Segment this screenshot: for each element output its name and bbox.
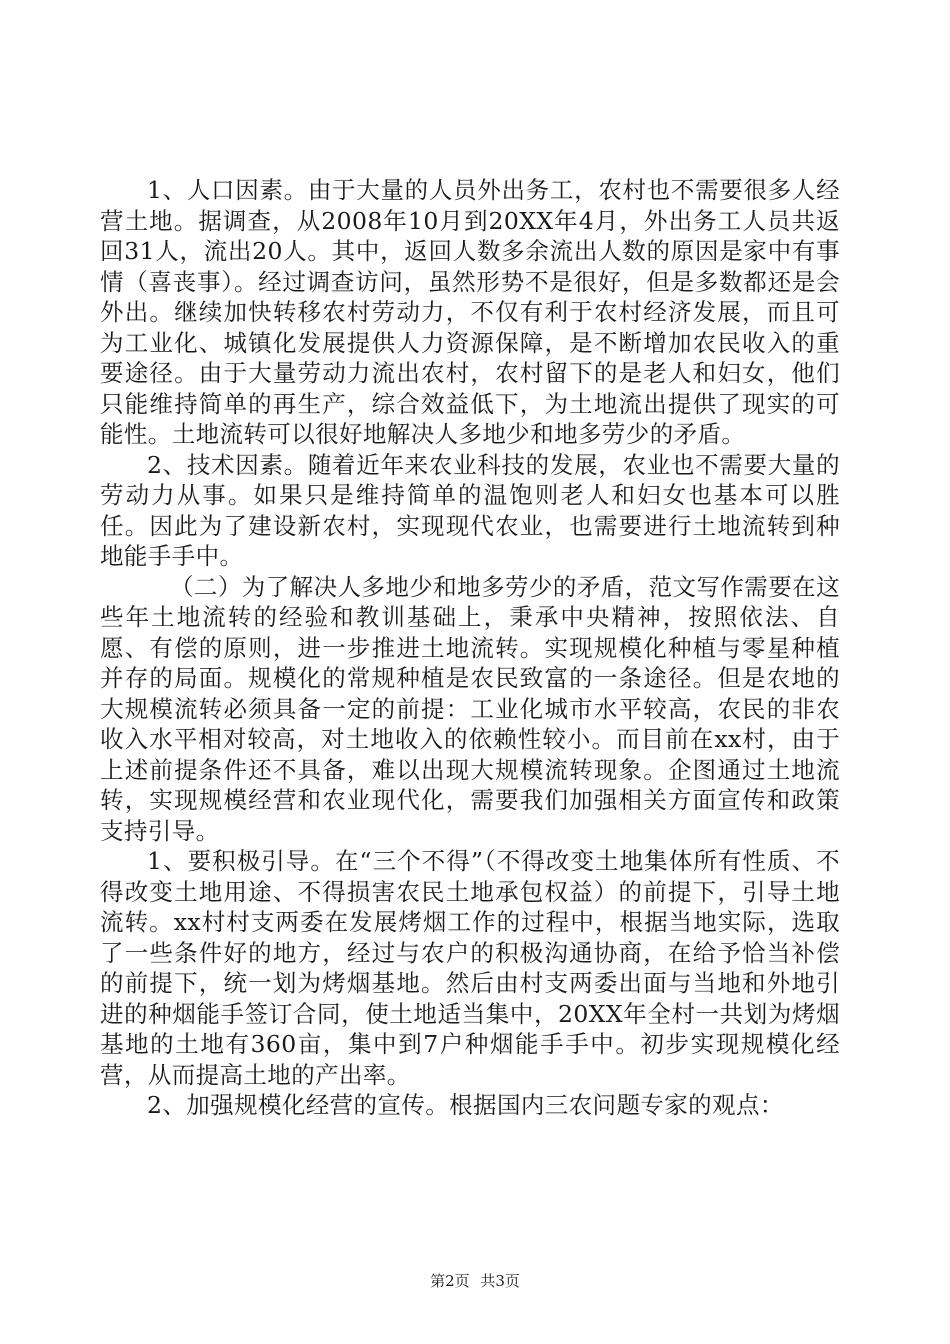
paragraph-section-two: （二）为了解决人多地少和地多劳少的矛盾，范文写作需要在这些年土地流转的经验和教训基础上，秉承中央精神，按照依法、自愿、有偿的原则，进一步推进土地流转。实现规模化种植与零星种植并存的局面。规模化的常规种植是农民致富的一条途径。但是农地的大规模流转必须具备一定的前提：工业化城市水平较高，农民的非农收入水平相对较高，对土地收入的依赖性较小。而目前在xx村，由于上述前提条件还不具备，难以出现大规模流转现象。企图通过土地流转，实现规模经营和农业现代化，需要我们加强相关方面宣传和政策支持引导。 (100, 572, 840, 845)
paragraph-technology-factor: 2、技术因素。随着近年来农业科技的发展，农业也不需要大量的劳动力从事。如果只是维持简单的温饱则老人和妇女也基本可以胜任。因此为了建设新农村，实现现代农业，也需要进行土地流转到种地能手手中。 (100, 450, 840, 570)
paragraph-active-guidance: 1、要积极引导。在“三个不得”（不得改变土地集体所有性质、不得改变土地用途、不得损害农民土地承包权益）的前提下，引导土地流转。xx村村支两委在发展烤烟工作的过程中，根据当地实际，选取了一些条件好的地方，经过与农户的积极沟通协商，在给予恰当补偿的前提下，统一划为烤烟基地。然后由村支两委出面与当地和外地引进的种烟能手签订合同，使土地适当集中，20XX年全村一共划为烤烟基地的土地有360亩，集中到7户种烟能手手中。初步实现规模化经营，从而提高土地的产出率。 (100, 847, 840, 1089)
document-body (100, 175, 840, 1121)
paragraph-promotion: 2、加强规模化经营的宣传。根据国内三农问题专家的观点： (147, 1091, 784, 1119)
paragraph-population-factor: 1、人口因素。由于大量的人员外出务工，农村也不需要很多人经营土地。据调查，从2008年10月到20XX年4月，外出务工人员共返回31人，流出20人。其中，返回人数多余流出人数的原因是家中有事情（喜丧事）。经过调查访问，虽然形势不是很好，但是多数都还是会外出。继续加快转移农村劳动力，不仅有利于农村经济发展，而且可为工业化、城镇化发展提供人力资源保障，是不断增加农民收入的重要途径。由于大量劳动力流出农村，农村留下的是老人和妇女，他们只能维持简单的再生产，综合效益低下，为土地流出提供了现实的可能性。土地流转可以很好地解决人多地少和地多劳少的矛盾。 (100, 176, 840, 448)
page-number: 第2页 (430, 1272, 470, 1290)
page-footer (0, 1271, 950, 1291)
page-total: 共3页 (480, 1272, 520, 1290)
